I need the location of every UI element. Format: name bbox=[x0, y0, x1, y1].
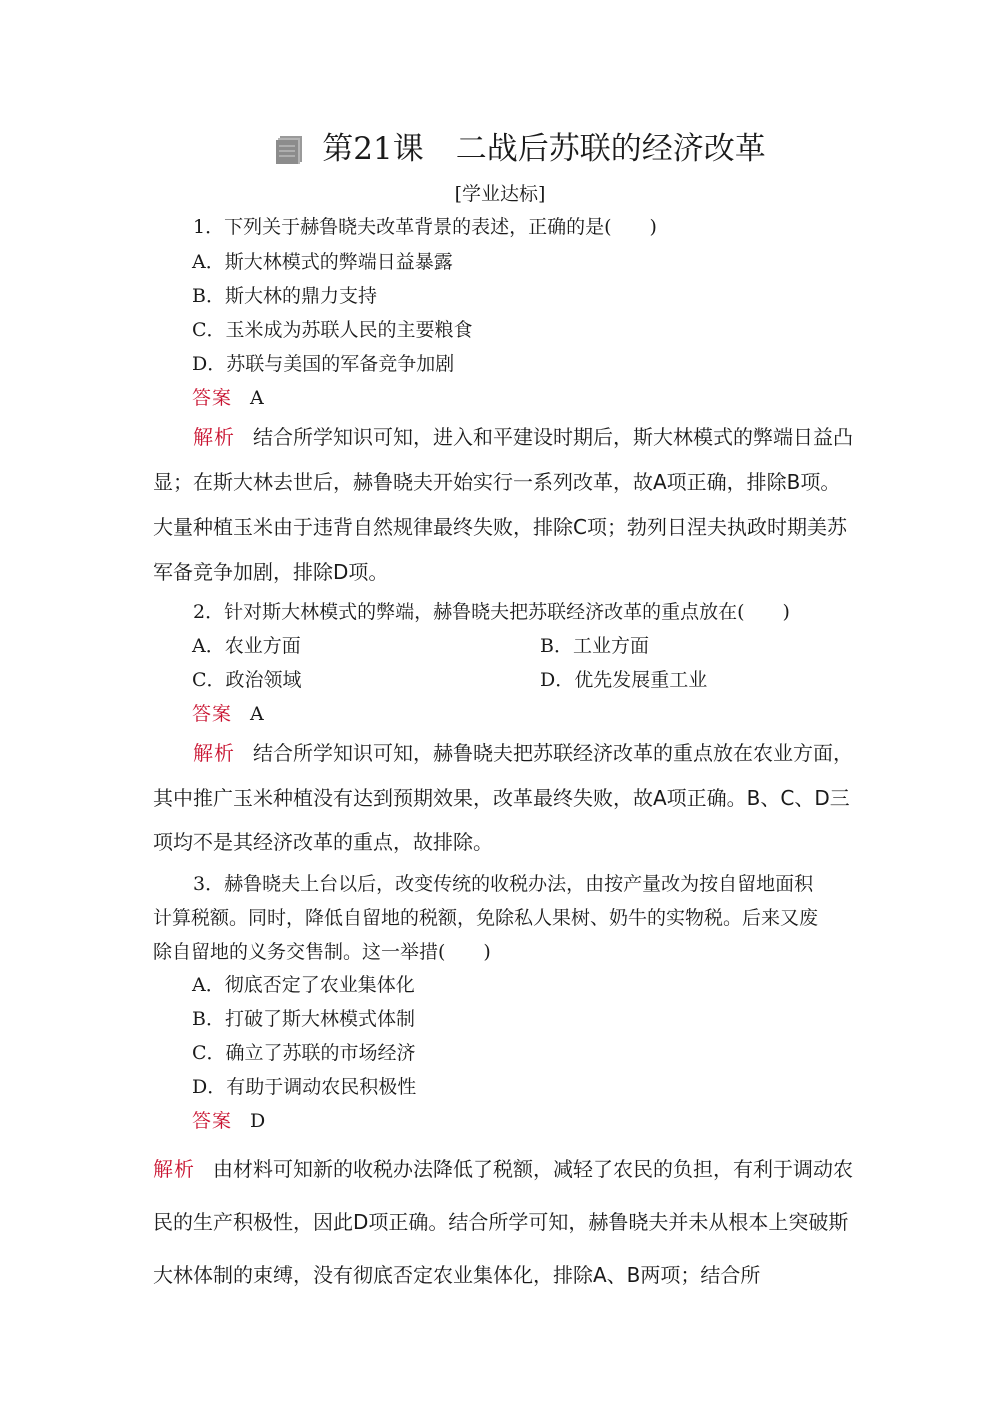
question-2-stem: 2．针对斯大林模式的弊端，赫鲁晓夫把苏联经济改革的重点放在( ) bbox=[193, 601, 790, 623]
question-3-stem: 除自留地的义务交售制。这一举措( ) bbox=[153, 941, 491, 963]
question-3-option-d: D．有助于调动农民积极性 bbox=[192, 1076, 417, 1098]
lesson-number: 第21课 bbox=[322, 131, 424, 167]
question-1-analysis-line: 显；在斯大林去世后，赫鲁晓夫开始实行一系列改革，故A项正确，排除B项。 bbox=[153, 470, 841, 494]
answer-value: A bbox=[250, 703, 264, 725]
analysis-label: 解析 bbox=[153, 1157, 195, 1181]
question-3-analysis-line: 大林体制的束缚，没有彻底否定农业集体化，排除A、B两项；结合所 bbox=[153, 1263, 761, 1287]
question-3-stem: 计算税额。同时，降低自留地的税额，免除私人果树、奶牛的实物税。后来又废 bbox=[153, 907, 819, 929]
question-1-analysis-line: 解析 结合所学知识可知，进入和平建设时期后，斯大林模式的弊端日益凸 bbox=[193, 425, 853, 449]
analysis-label: 解析 bbox=[193, 425, 235, 449]
answer-label: 答案 bbox=[192, 1110, 233, 1132]
section-heading: [学业达标] bbox=[454, 183, 546, 205]
question-3-analysis-line: 民的生产积极性，因此D项正确。结合所学可知，赫鲁晓夫并未从根本上突破斯 bbox=[153, 1210, 849, 1234]
question-2-option-d: D．优先发展重工业 bbox=[540, 669, 708, 691]
question-1-analysis-line: 大量种植玉米由于违背自然规律最终失败，排除C项；勃列日涅夫执政时期美苏 bbox=[153, 515, 847, 539]
question-2-answer bbox=[192, 701, 264, 727]
answer-label: 答案 bbox=[192, 387, 233, 409]
answer-value: A bbox=[250, 387, 264, 409]
answer-value: D bbox=[250, 1110, 266, 1132]
question-1-option-c: C．玉米成为苏联人民的主要粮食 bbox=[192, 319, 473, 341]
question-3-answer bbox=[192, 1108, 265, 1134]
question-1-option-d: D．苏联与美国的军备竞争加剧 bbox=[192, 353, 455, 375]
question-3-stem: 3．赫鲁晓夫上台以后，改变传统的收税办法，由按产量改为按自留地面积 bbox=[193, 873, 814, 895]
answer-label: 答案 bbox=[192, 703, 233, 725]
question-2-option-c: C．政治领域 bbox=[192, 669, 302, 691]
page-title bbox=[0, 127, 1000, 178]
book-icon bbox=[274, 132, 308, 166]
question-2-analysis-line: 其中推广玉米种植没有达到预期效果，改革最终失败，故A项正确。B、C、D三 bbox=[153, 786, 850, 810]
question-1-answer bbox=[192, 385, 264, 411]
question-3-option-a: A．彻底否定了农业集体化 bbox=[192, 974, 415, 996]
question-3-analysis-line: 解析 由材料可知新的收税办法降低了税额，减轻了农民的负担，有利于调动农 bbox=[153, 1157, 853, 1181]
analysis-label: 解析 bbox=[193, 741, 235, 765]
question-2-option-a: A．农业方面 bbox=[192, 635, 301, 657]
question-3-option-b: B．打破了斯大林模式体制 bbox=[192, 1008, 415, 1030]
question-1-analysis-line: 军备竞争加剧，排除D项。 bbox=[153, 560, 389, 584]
lesson-title: 二战后苏联的经济改革 bbox=[455, 131, 766, 167]
question-1-option-b: B．斯大林的鼎力支持 bbox=[192, 285, 377, 307]
question-2-analysis-line: 解析 结合所学知识可知，赫鲁晓夫把苏联经济改革的重点放在农业方面， bbox=[193, 741, 853, 765]
question-3-option-c: C．确立了苏联的市场经济 bbox=[192, 1042, 416, 1064]
question-1-stem: 1．下列关于赫鲁晓夫改革背景的表述，正确的是( ) bbox=[193, 216, 657, 238]
question-2-option-b: B．工业方面 bbox=[540, 635, 649, 657]
question-1-option-a: A．斯大林模式的弊端日益暴露 bbox=[192, 251, 453, 273]
question-2-analysis-line: 项均不是其经济改革的重点，故排除。 bbox=[153, 830, 493, 854]
